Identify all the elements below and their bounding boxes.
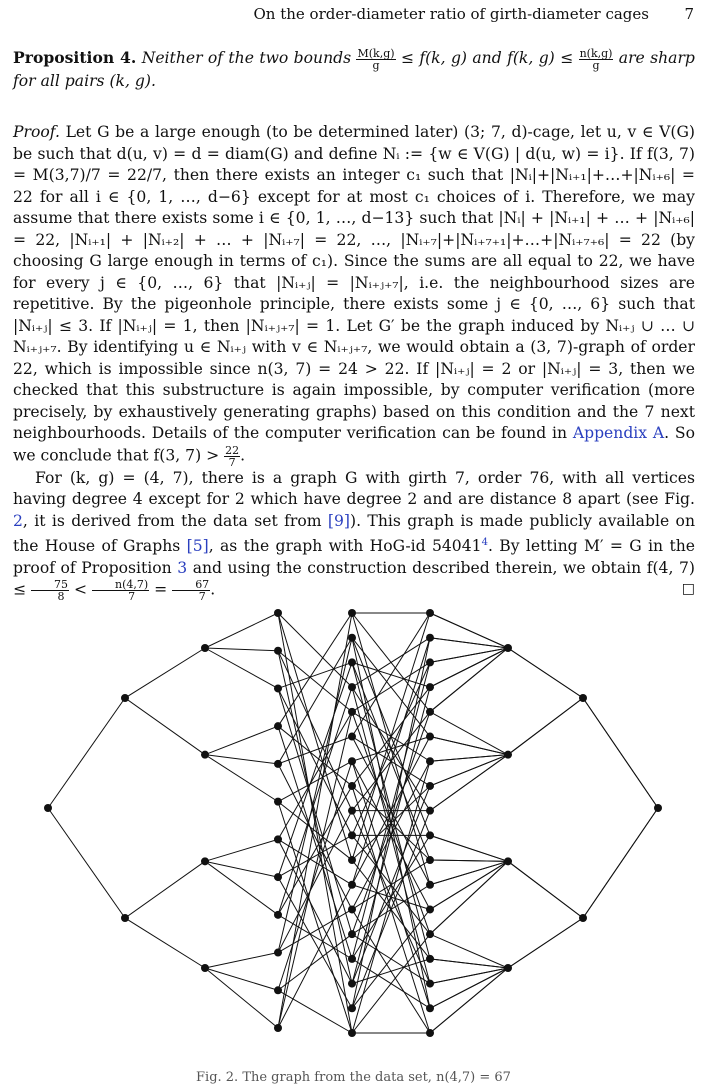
fraction-M-over-g: $\frac{M(k,g)}{g}$	[357, 46, 395, 72]
graph-vertex	[274, 873, 282, 881]
graph-edge	[205, 648, 278, 651]
proof-text-2c: ). This graph is made publicly available on the House of Graphs	[13, 511, 695, 556]
graph-vertex	[348, 1029, 356, 1037]
graph-edge	[278, 613, 352, 726]
graph-edge	[430, 755, 508, 811]
proof-paragraph-1: Proof. Let G be a large enough (to be determined later) (3; 7, d)-cage, let u, v ∈ V(G) be such that d(u, v) = d = diam(G) and define Nᵢ := {w ∈ V(G) | d(u, w) = i}. If f(3, 7) = M(3,7)/7 = 22/7, then there exists an integer c₁ such that |Nᵢ|+|Nᵢ₊₁|+…+|Nᵢ₊₆| = 22 for all i ∈ {0, 1, …, d−6} except for at most c₁ choices of i. Therefore, we may assume that there exists some i ∈ {0, 1, …, d−13} such that |Nᵢ| + |Nᵢ₊₁| + … + |Nᵢ₊₆| = 22, |Nᵢ₊₁| + |Nᵢ₊₂| + … + |Nᵢ₊₇| = 22, …, |Nᵢ₊₇|+|Nᵢ₊₇₊₁|+…+|Nᵢ₊₇₊₆| = 22 (by choosing G large enough in terms of c₁). Since the sums are all equal to 22, we have for every j ∈ {0, …, 6} that |Nᵢ₊ⱼ| = |Nᵢ₊ⱼ₊₇|, i.e. the neighbourhood sizes are repetitive. By the pigeonhole principle, there exists some j ∈ {0, …, 6} such that |Nᵢ₊ⱼ| ≤ 3. If |Nᵢ₊ⱼ| = 1, then |Nᵢ₊ⱼ₊₇| = 1. Let G′ be the graph induced by Nᵢ₊ⱼ ∪ … ∪ Nᵢ₊ⱼ₊₇. By identifying u ∈ Nᵢ₊ⱼ with v ∈ Nᵢ₊ⱼ₊₇, we would obtain a (3, 7)-graph of order 22, which is impossible since n(3, 7) = 24 > 22. If |Nᵢ₊ⱼ| = 2 or |Nᵢ₊ⱼ| = 3, then we checked that this substructure is again impossible, by computer verification (more precisely, by exhaustively generating graphs) based on this condition and the 7 next neighbourhoods. Details of the computer verification can be found in Appendix A. So we conclude that f(3, 7) > $\frac{22}{7}$ .	[13, 123, 695, 469]
graph-vertex	[348, 930, 356, 938]
figure-2-link[interactable]: 2	[13, 511, 23, 530]
graph-vertex	[201, 644, 209, 652]
graph-vertex	[504, 964, 512, 972]
graph-vertex	[426, 708, 434, 716]
proof-text-2b: , it is derived from the data set from	[22, 511, 322, 530]
graph-edge	[583, 808, 658, 918]
graph-vertex	[121, 914, 129, 922]
proposition-3-link[interactable]: 3	[177, 558, 188, 577]
graph-edge	[430, 737, 508, 755]
graph-vertex	[579, 694, 587, 702]
graph-vertex	[274, 911, 282, 919]
graph-edges	[48, 613, 658, 1033]
appendix-link[interactable]: Appendix A	[572, 424, 665, 442]
graph-vertex	[348, 609, 356, 617]
graph-edge	[430, 648, 508, 712]
graph-figure	[0, 585, 707, 1065]
graph-edge	[205, 648, 278, 688]
graph-edge	[278, 662, 352, 877]
graph-edge	[205, 839, 278, 861]
graph-vertex	[274, 949, 282, 957]
proof-text-1-end: . So we conclude that f(3, 7) >	[13, 424, 695, 464]
graph-vertex	[348, 1004, 356, 1012]
citation-9-link[interactable]: [9]	[327, 511, 350, 530]
graph-vertex	[579, 914, 587, 922]
graph-vertex	[201, 751, 209, 759]
graph-vertices	[44, 609, 662, 1037]
graph-vertex	[426, 905, 434, 913]
graph-vertex	[348, 757, 356, 765]
proof-block	[13, 122, 695, 602]
proof-text-2e: . By letting M′ = G in the proof of Proposition	[13, 537, 695, 577]
graph-edge	[205, 968, 278, 1028]
graph-vertex	[274, 1024, 282, 1032]
graph-edge	[352, 638, 430, 687]
graph-vertex	[426, 733, 434, 741]
graph-vertex	[348, 955, 356, 963]
graph-vertex	[274, 760, 282, 768]
graph-vertex	[348, 733, 356, 741]
graph-vertex	[348, 905, 356, 913]
graph-edge	[430, 648, 508, 687]
graph-vertex	[426, 955, 434, 963]
graph-vertex	[426, 757, 434, 765]
proposition-4: Proposition 4. Neither of the two bounds $\frac{M(k,g)}{g}$ ≤ f(k, g) and f(k, g) ≤ $\frac{n(k,g)}{g}$ are sharp for all pairs (k, g).	[13, 46, 695, 90]
graph-edge	[205, 953, 278, 968]
fraction-n47-over-7: $\frac{n(4,7)}{7}$	[92, 579, 149, 602]
graph-edge	[125, 861, 205, 918]
graph-edge	[430, 861, 508, 934]
graph-edge	[352, 934, 430, 1033]
proposition-text-c: are sharp for all pairs (k, g).	[13, 49, 695, 90]
graph-vertex	[426, 930, 434, 938]
graph-vertex	[426, 1029, 434, 1037]
graph-vertex	[426, 683, 434, 691]
graph-vertex	[348, 683, 356, 691]
qed-symbol: □	[681, 581, 695, 598]
graph-edge	[508, 861, 583, 918]
graph-edge	[205, 726, 278, 754]
proof-text-2a: For (k, g) = (4, 7), there is a graph G with girth 7, order 76, with all vertices having degree 4 except for 2 which have degree 2 and are distance 8 apart (see Fig.	[13, 468, 695, 508]
graph-vertex	[348, 807, 356, 815]
graph-vertex	[504, 644, 512, 652]
graph-vertex	[426, 856, 434, 864]
graph-vertex	[426, 634, 434, 642]
footnote-4-link[interactable]: 4	[481, 537, 488, 548]
graph-edge	[48, 808, 125, 918]
graph-edge	[352, 761, 430, 1033]
graph-vertex	[274, 609, 282, 617]
graph-vertex	[426, 831, 434, 839]
graph-vertex	[274, 722, 282, 730]
graph-vertex	[348, 831, 356, 839]
graph-edge	[430, 861, 508, 884]
graph-edge	[508, 698, 583, 755]
graph-vertex	[274, 647, 282, 655]
graph-edge	[508, 648, 583, 698]
graph-edge	[430, 755, 508, 786]
graph-edge	[278, 915, 352, 959]
graph-vertex	[426, 807, 434, 815]
graph-edge	[430, 968, 508, 1008]
graph-edge	[508, 918, 583, 968]
proof-paragraph-2: For (k, g) = (4, 7), there is a graph G with girth 7, order 76, with all vertices having degree 4 except for 2 which have degree 2 and are distance 8 apart (see Fig. 2, it is derived from the data set from [9]). This graph is made publicly available on the House of Graphs [5], as the graph with HoG-id 54041$^4$. By letting M′ = G in the proof of Proposition 3 and using the construction described therein, we obtain f(4, 7) ≤ $\frac{75}{8}$ < $\frac{n(4,7)}{7}$ = $\frac{67}{7}$ . □	[13, 468, 695, 604]
graph-edge	[205, 968, 278, 990]
fraction-n-over-g: $\frac{n(k,g)}{g}$	[579, 46, 613, 72]
graph-vertex	[348, 856, 356, 864]
graph-vertex	[44, 804, 52, 812]
graph-vertex	[654, 804, 662, 812]
graph-vertex	[121, 694, 129, 702]
graph-vertex	[274, 798, 282, 806]
proof-text-2f: and using the construction described therein, we obtain f(4, 7) ≤	[13, 558, 695, 599]
graph-vertex	[426, 782, 434, 790]
graph-edge	[48, 698, 125, 808]
graph-edge	[205, 613, 278, 648]
graph-edge	[430, 835, 508, 861]
graph-edge	[430, 968, 508, 1033]
fraction-67-over-7: $\frac{67}{7}$	[172, 579, 210, 602]
proposition-text-a: Neither of the two bounds	[141, 49, 352, 67]
graph-edge	[430, 712, 508, 755]
proposition-label: Proposition 4.	[13, 48, 137, 67]
graph-edge	[430, 860, 508, 861]
running-title: On the order-diameter ratio of girth-diameter cages	[253, 5, 649, 23]
graph-vertex	[426, 609, 434, 617]
graph-edge	[430, 755, 508, 762]
graph-vertex	[348, 634, 356, 642]
proposition-text-b: and	[472, 49, 502, 67]
graph-edge	[125, 698, 205, 755]
graph-vertex	[201, 964, 209, 972]
page-number: 7	[684, 5, 694, 23]
graph-edge	[205, 755, 278, 764]
graph-vertex	[348, 881, 356, 889]
graph-vertex	[201, 857, 209, 865]
graph-edge	[430, 861, 508, 909]
graph-vertex	[426, 980, 434, 988]
graph-edge	[352, 811, 430, 1009]
proof-text-2d: , as the graph with HoG-id 54041	[208, 537, 482, 556]
fraction-75-over-8: $\frac{75}{8}$	[31, 579, 69, 602]
graph-vertex	[504, 857, 512, 865]
page-header	[0, 5, 707, 27]
graph-vertex	[274, 835, 282, 843]
graph-vertex	[504, 751, 512, 759]
graph-edge	[205, 755, 278, 802]
graph-vertex	[348, 782, 356, 790]
graph-edge	[430, 934, 508, 968]
graph-edge	[125, 918, 205, 968]
fraction-22-over-7: $\frac{22}{7}$	[225, 443, 240, 469]
proof-label: Proof.	[13, 123, 60, 141]
proof-text-1: Let G be a large enough (to be determined later) (3; 7, d)-cage, let u, v ∈ V(G) be such that d(u, v) = d = diam(G) and define Nᵢ := {w ∈ V(G) | d(u, w) = i}. If f(3, 7) = M(3,7)/7 = 22/7, then there exists an integer c₁ such that |Nᵢ|+|Nᵢ₊₁|+…+|Nᵢ₊₆| = 22 for all i ∈ {0, 1, …, d−6} except for at most c₁ choices of i. Therefore, we may assume that there exists some i ∈ {0, 1, …, d−13} such that |Nᵢ| + |Nᵢ₊₁| + … + |Nᵢ₊₆| = 22, |Nᵢ₊₁| + |Nᵢ₊₂| + … + |Nᵢ₊₇| = 22, …, |Nᵢ₊₇|+|Nᵢ₊₇₊₁|+…+|Nᵢ₊₇₊₆| = 22 (by choosing G large enough in terms of c₁). Since the sums are all equal to 22, we have for every j ∈ {0, …, 6} that |Nᵢ₊ⱼ| = |Nᵢ₊ⱼ₊₇|, i.e. the neighbourhood sizes are repetitive. By the pigeonhole principle, there exists some j ∈ {0, …, 6} such that |Nᵢ₊ⱼ| ≤ 3. If |Nᵢ₊ⱼ| = 1, then |Nᵢ₊ⱼ₊₇| = 1. Let G′ be the graph induced by Nᵢ₊ⱼ ∪ … ∪ Nᵢ₊ⱼ₊₇. By identifying u ∈ Nᵢ₊ⱼ with v ∈ Nᵢ₊ⱼ₊₇, we would obtain a (3, 7)-graph of order 22, which is impossible since n(3, 7) = 24 > 22. If |Nᵢ₊ⱼ| = 2 or |Nᵢ₊ⱼ| = 3, then we checked that this substructure is again impossible, by computer verification (more precisely, by exhaustively generating graphs) based on this condition and the 7 next neighbourhoods. Details of the computer verification can be found in	[13, 123, 695, 442]
citation-5-link[interactable]: [5]	[186, 537, 209, 556]
graph-vertex	[348, 708, 356, 716]
graph-edge	[278, 786, 352, 915]
graph-vertex	[348, 980, 356, 988]
graph-vertex	[274, 684, 282, 692]
graph-vertex	[274, 986, 282, 994]
graph-edge	[430, 648, 508, 662]
graph-edge	[583, 698, 658, 808]
graph-vertex	[426, 658, 434, 666]
graph-edge	[278, 712, 352, 1028]
graph-vertex	[426, 1004, 434, 1012]
figure-caption: Fig. 2. The graph from the data set, n(4,7) = 67	[196, 1070, 511, 1085]
graph-vertex	[426, 881, 434, 889]
graph-edge	[430, 968, 508, 984]
graph-edge	[125, 648, 205, 698]
graph-edge	[352, 662, 430, 711]
graph-vertex	[348, 658, 356, 666]
